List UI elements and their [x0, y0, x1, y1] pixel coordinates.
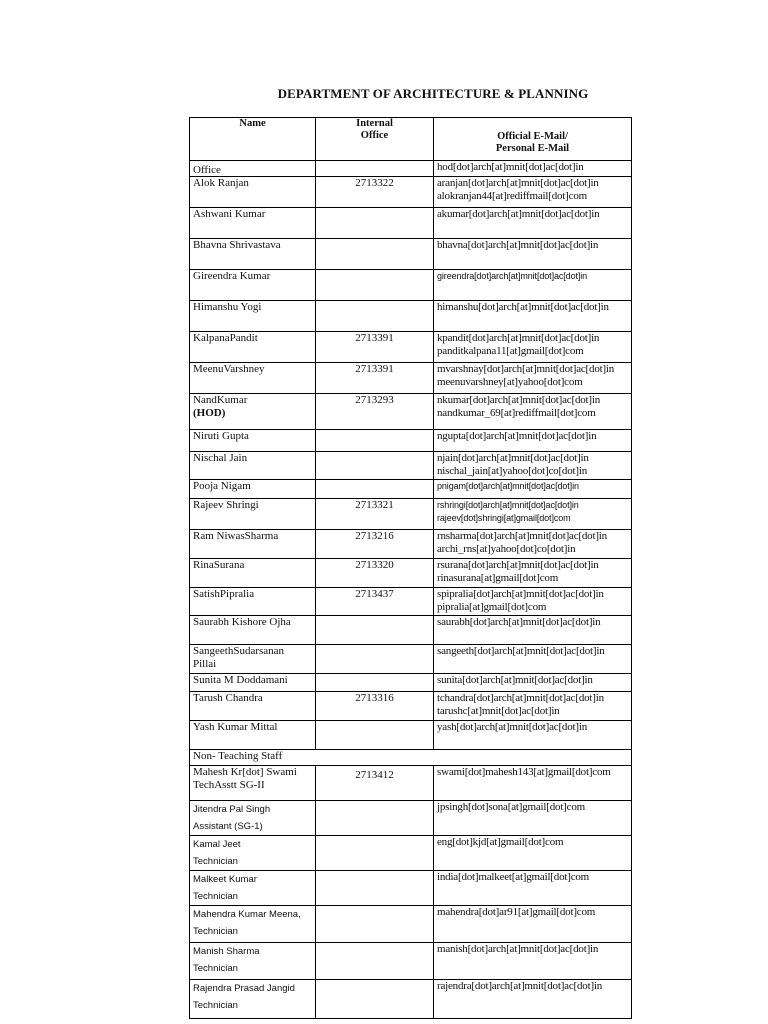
- name-cell: [190, 208, 316, 239]
- email-cell: [434, 836, 632, 871]
- email-address[interactable]: ngupta[dot]arch[at]mnit[dot]ac[dot]in: [437, 430, 597, 442]
- table-row: [190, 801, 632, 836]
- table-body: [190, 161, 632, 1019]
- table-row: [190, 480, 632, 499]
- email-address[interactable]: kpandit[dot]arch[at]mnit[dot]ac[dot]in: [437, 332, 600, 344]
- name-cell: [190, 645, 316, 674]
- office-extension-cell: [316, 239, 434, 270]
- table-row: [190, 161, 632, 177]
- name-line: Yash Kumar Mittal: [193, 721, 278, 733]
- table-row: [190, 721, 632, 750]
- office-extension-cell: 2713391: [316, 332, 434, 363]
- name-line: Kamal Jeet: [193, 839, 241, 850]
- table-row: [190, 645, 632, 674]
- name-cell: [190, 588, 316, 616]
- name-cell: [190, 674, 316, 692]
- header-office: [316, 118, 434, 161]
- table-row: [190, 906, 632, 943]
- name-cell: [190, 499, 316, 530]
- name-line: NandKumar: [193, 394, 248, 406]
- name-cell: [190, 452, 316, 480]
- name-cell: [190, 980, 316, 1019]
- name-cell: [190, 801, 316, 836]
- table-row: [190, 301, 632, 332]
- name-line: Nischal Jain: [193, 452, 248, 464]
- table-row: [190, 588, 632, 616]
- email-cell: [434, 721, 632, 750]
- name-line: Gireendra Kumar: [193, 270, 271, 282]
- email-cell: [434, 270, 632, 301]
- email-address[interactable]: nischal_jain[at]yahoo[dot]co[dot]in: [437, 464, 588, 477]
- name-cell: [190, 239, 316, 270]
- email-address[interactable]: manish[dot]arch[at]mnit[dot]ac[dot]in: [437, 943, 599, 955]
- email-cell: [434, 616, 632, 645]
- table-row: [190, 208, 632, 239]
- name-cell: [190, 871, 316, 906]
- email-address[interactable]: njain[dot]arch[at]mnit[dot]ac[dot]in: [437, 452, 589, 464]
- email-cell: [434, 692, 632, 721]
- name-line: Technician: [193, 1000, 238, 1011]
- email-cell: [434, 674, 632, 692]
- office-extension-cell: 2713316: [316, 692, 434, 721]
- office-extension-cell: [316, 906, 434, 943]
- email-address[interactable]: rajendra[dot]arch[at]mnit[dot]ac[dot]in: [437, 980, 603, 992]
- email-address[interactable]: rajeev[dot]shringi[at]gmail[dot]com: [437, 512, 571, 523]
- email-cell: [434, 499, 632, 530]
- table-row: [190, 943, 632, 980]
- email-cell: [434, 301, 632, 332]
- email-address[interactable]: archi_rns[at]yahoo[dot]co[dot]in: [437, 542, 576, 555]
- name-cell: [190, 766, 316, 801]
- email-address[interactable]: rnsharma[dot]arch[at]mnit[dot]ac[dot]in: [437, 530, 607, 542]
- header-email-line1: Official E-Mail/: [497, 131, 568, 142]
- office-extension-cell: 2713412: [316, 766, 434, 801]
- email-cell: [434, 943, 632, 980]
- email-address[interactable]: panditkalpana11[at]gmail[dot]com: [437, 344, 584, 357]
- name-cell: [190, 559, 316, 588]
- name-cell: [190, 530, 316, 559]
- table-row: [190, 270, 632, 301]
- office-extension-cell: [316, 943, 434, 980]
- header-name: Name: [190, 118, 316, 161]
- email-cell: [434, 480, 632, 499]
- table-row: [190, 980, 632, 1019]
- section-row: [190, 750, 632, 766]
- table-row: [190, 177, 632, 208]
- staff-directory-table: [189, 117, 632, 1019]
- name-line: Ashwani Kumar: [193, 208, 266, 220]
- name-line: Mahesh Kr[dot] Swami: [193, 766, 297, 778]
- email-cell: [434, 452, 632, 480]
- table-header-row: [190, 118, 632, 161]
- name-line: Sunita M Doddamani: [193, 674, 288, 686]
- name-cell: [190, 301, 316, 332]
- email-address[interactable]: eng[dot]kjd[at]gmail[dot]com: [437, 836, 564, 848]
- name-cell: [190, 394, 316, 430]
- name-line: SatishPipralia: [193, 588, 255, 600]
- name-line: Ram NiwasSharma: [193, 530, 279, 542]
- office-extension-cell: 2713216: [316, 530, 434, 559]
- name-cell: [190, 161, 316, 177]
- email-address[interactable]: rshringi[dot]arch[at]mnit[dot]ac[dot]in: [437, 500, 579, 510]
- table-row: [190, 499, 632, 530]
- name-cell: [190, 177, 316, 208]
- office-extension-cell: 2713320: [316, 559, 434, 588]
- email-cell: [434, 208, 632, 239]
- office-extension-cell: [316, 871, 434, 906]
- table-row: [190, 452, 632, 480]
- office-extension-cell: 2713437: [316, 588, 434, 616]
- name-cell: [190, 906, 316, 943]
- name-line: Pooja Nigam: [193, 480, 251, 492]
- email-address[interactable]: tarushc[at]mnit[dot]ac[dot]in: [437, 704, 560, 717]
- name-cell: [190, 332, 316, 363]
- name-line: Niruti Gupta: [193, 430, 249, 442]
- name-line: Technician: [193, 891, 238, 902]
- email-address[interactable]: tchandra[dot]arch[at]mnit[dot]ac[dot]in: [437, 692, 604, 704]
- office-extension-cell: [316, 161, 434, 177]
- email-cell: [434, 530, 632, 559]
- email-address[interactable]: rsurana[dot]arch[at]mnit[dot]ac[dot]in: [437, 559, 599, 571]
- email-cell: [434, 559, 632, 588]
- email-address[interactable]: aranjan[dot]arch[at]mnit[dot]ac[dot]in: [437, 177, 599, 189]
- email-cell: [434, 645, 632, 674]
- email-address[interactable]: nkumar[dot]arch[at]mnit[dot]ac[dot]in: [437, 394, 601, 406]
- name-line: TechAsstt SG-II: [193, 778, 265, 791]
- email-address[interactable]: gireendra[dot]arch[at]mnit[dot]ac[dot]in: [437, 271, 588, 281]
- email-cell: [434, 239, 632, 270]
- office-extension-cell: [316, 301, 434, 332]
- name-cell: [190, 480, 316, 499]
- office-extension-cell: 2713322: [316, 177, 434, 208]
- email-address[interactable]: swami[dot]mahesh143[at]gmail[dot]com: [437, 766, 611, 778]
- office-extension-cell: 2713321: [316, 499, 434, 530]
- name-cell: [190, 270, 316, 301]
- name-line: Malkeet Kumar: [193, 874, 257, 885]
- email-cell: [434, 332, 632, 363]
- name-cell: [190, 943, 316, 980]
- email-cell: [434, 906, 632, 943]
- name-line: Technician: [193, 856, 238, 867]
- name-cell: [190, 721, 316, 750]
- office-extension-cell: [316, 645, 434, 674]
- email-cell: [434, 161, 632, 177]
- name-line: Himanshu Yogi: [193, 301, 262, 313]
- email-cell: [434, 394, 632, 430]
- section-label: Non- Teaching Staff: [190, 750, 632, 766]
- office-extension-cell: [316, 480, 434, 499]
- name-line: Mahendra Kumar Meena,: [193, 909, 301, 920]
- email-cell: [434, 980, 632, 1019]
- email-address[interactable]: sangeeth[dot]arch[at]mnit[dot]ac[dot]in: [437, 645, 605, 657]
- name-line: Tarush Chandra: [193, 692, 263, 704]
- table-row: [190, 239, 632, 270]
- name-line: Office: [193, 163, 221, 176]
- name-line: KalpanaPandit: [193, 332, 258, 344]
- email-address[interactable]: saurabh[dot]arch[at]mnit[dot]ac[dot]in: [437, 616, 601, 628]
- table-row: [190, 394, 632, 430]
- table-row: [190, 616, 632, 645]
- email-address[interactable]: himanshu[dot]arch[at]mnit[dot]ac[dot]in: [437, 301, 609, 313]
- office-extension-cell: [316, 801, 434, 836]
- name-line: RinaSurana: [193, 559, 245, 571]
- table-row: [190, 530, 632, 559]
- email-address[interactable]: pipralia[at]gmail[dot]com: [437, 600, 547, 613]
- table-row: [190, 871, 632, 906]
- name-line: MeenuVarshney: [193, 363, 265, 375]
- office-extension-cell: [316, 270, 434, 301]
- email-cell: [434, 430, 632, 452]
- office-extension-cell: [316, 980, 434, 1019]
- table-row: [190, 836, 632, 871]
- email-address[interactable]: yash[dot]arch[at]mnit[dot]ac[dot]in: [437, 721, 587, 733]
- name-line: Alok Ranjan: [193, 177, 249, 189]
- email-cell: [434, 363, 632, 394]
- email-cell: [434, 588, 632, 616]
- email-cell: [434, 177, 632, 208]
- email-address[interactable]: spipralia[dot]arch[at]mnit[dot]ac[dot]in: [437, 588, 604, 600]
- name-cell: [190, 616, 316, 645]
- office-extension-cell: 2713293: [316, 394, 434, 430]
- office-extension-cell: [316, 452, 434, 480]
- email-address[interactable]: alokranjan44[at]rediffmail[dot]com: [437, 189, 587, 202]
- table-row: [190, 332, 632, 363]
- office-extension-cell: 2713391: [316, 363, 434, 394]
- table-row: [190, 692, 632, 721]
- name-cell: [190, 430, 316, 452]
- table-row: [190, 430, 632, 452]
- name-cell: [190, 836, 316, 871]
- name-line: Technician: [193, 963, 238, 974]
- office-extension-cell: [316, 616, 434, 645]
- name-line: Bhavna Shrivastava: [193, 239, 281, 251]
- email-cell: [434, 871, 632, 906]
- header-email-line2: Personal E-Mail: [495, 143, 570, 154]
- email-address[interactable]: pnigam[dot]arch[at]mnit[dot]ac[dot]in: [437, 481, 579, 491]
- email-address[interactable]: akumar[dot]arch[at]mnit[dot]ac[dot]in: [437, 208, 600, 220]
- table-row: [190, 674, 632, 692]
- header-office-line1: Internal: [356, 118, 393, 129]
- table-row: [190, 363, 632, 394]
- header-office-line2: Office: [360, 130, 389, 141]
- name-line: SangeethSudarsanan: [193, 645, 285, 657]
- email-address[interactable]: meenuvarshney[at]yahoo[dot]com: [437, 375, 583, 388]
- office-extension-cell: [316, 208, 434, 239]
- page-title: DEPARTMENT OF ARCHITECTURE & PLANNING: [277, 86, 589, 101]
- email-address[interactable]: jpsingh[dot]sona[at]gmail[dot]com: [437, 801, 585, 813]
- email-address[interactable]: nandkumar_69[at]rediffmail[dot]com: [437, 406, 596, 419]
- table-row: [190, 766, 632, 801]
- office-extension-cell: [316, 430, 434, 452]
- email-cell: [434, 766, 632, 801]
- name-line: (HOD): [193, 406, 226, 419]
- email-address[interactable]: mvarshnay[dot]arch[at]mnit[dot]ac[dot]in: [437, 363, 615, 375]
- name-line: Rajeev Shringi: [193, 499, 259, 511]
- name-line: Pillai: [193, 657, 217, 670]
- name-line: Jitendra Pal Singh: [193, 804, 271, 815]
- email-address[interactable]: hod[dot]arch[at]mnit[dot]ac[dot]in: [437, 161, 584, 173]
- office-extension-cell: [316, 721, 434, 750]
- table-row: [190, 559, 632, 588]
- email-address[interactable]: sunita[dot]arch[at]mnit[dot]ac[dot]in: [437, 674, 593, 686]
- name-line: Saurabh Kishore Ojha: [193, 616, 291, 628]
- email-cell: [434, 801, 632, 836]
- name-cell: [190, 363, 316, 394]
- email-address[interactable]: mahendra[dot]ar91[at]gmail[dot]com: [437, 906, 596, 918]
- email-address[interactable]: india[dot]malkeet[at]gmail[dot]com: [437, 871, 590, 883]
- email-address[interactable]: rinasurana[at]gmail[dot]com: [437, 571, 559, 584]
- email-address[interactable]: bhavna[dot]arch[at]mnit[dot]ac[dot]in: [437, 239, 599, 251]
- name-cell: [190, 692, 316, 721]
- name-line: Rajendra Prasad Jangid: [193, 983, 295, 994]
- name-line: Manish Sharma: [193, 946, 260, 957]
- office-extension-cell: [316, 674, 434, 692]
- name-line: Technician: [193, 926, 238, 937]
- header-email: [434, 118, 632, 161]
- name-line: Assistant (SG-1): [193, 821, 263, 832]
- office-extension-cell: [316, 836, 434, 871]
